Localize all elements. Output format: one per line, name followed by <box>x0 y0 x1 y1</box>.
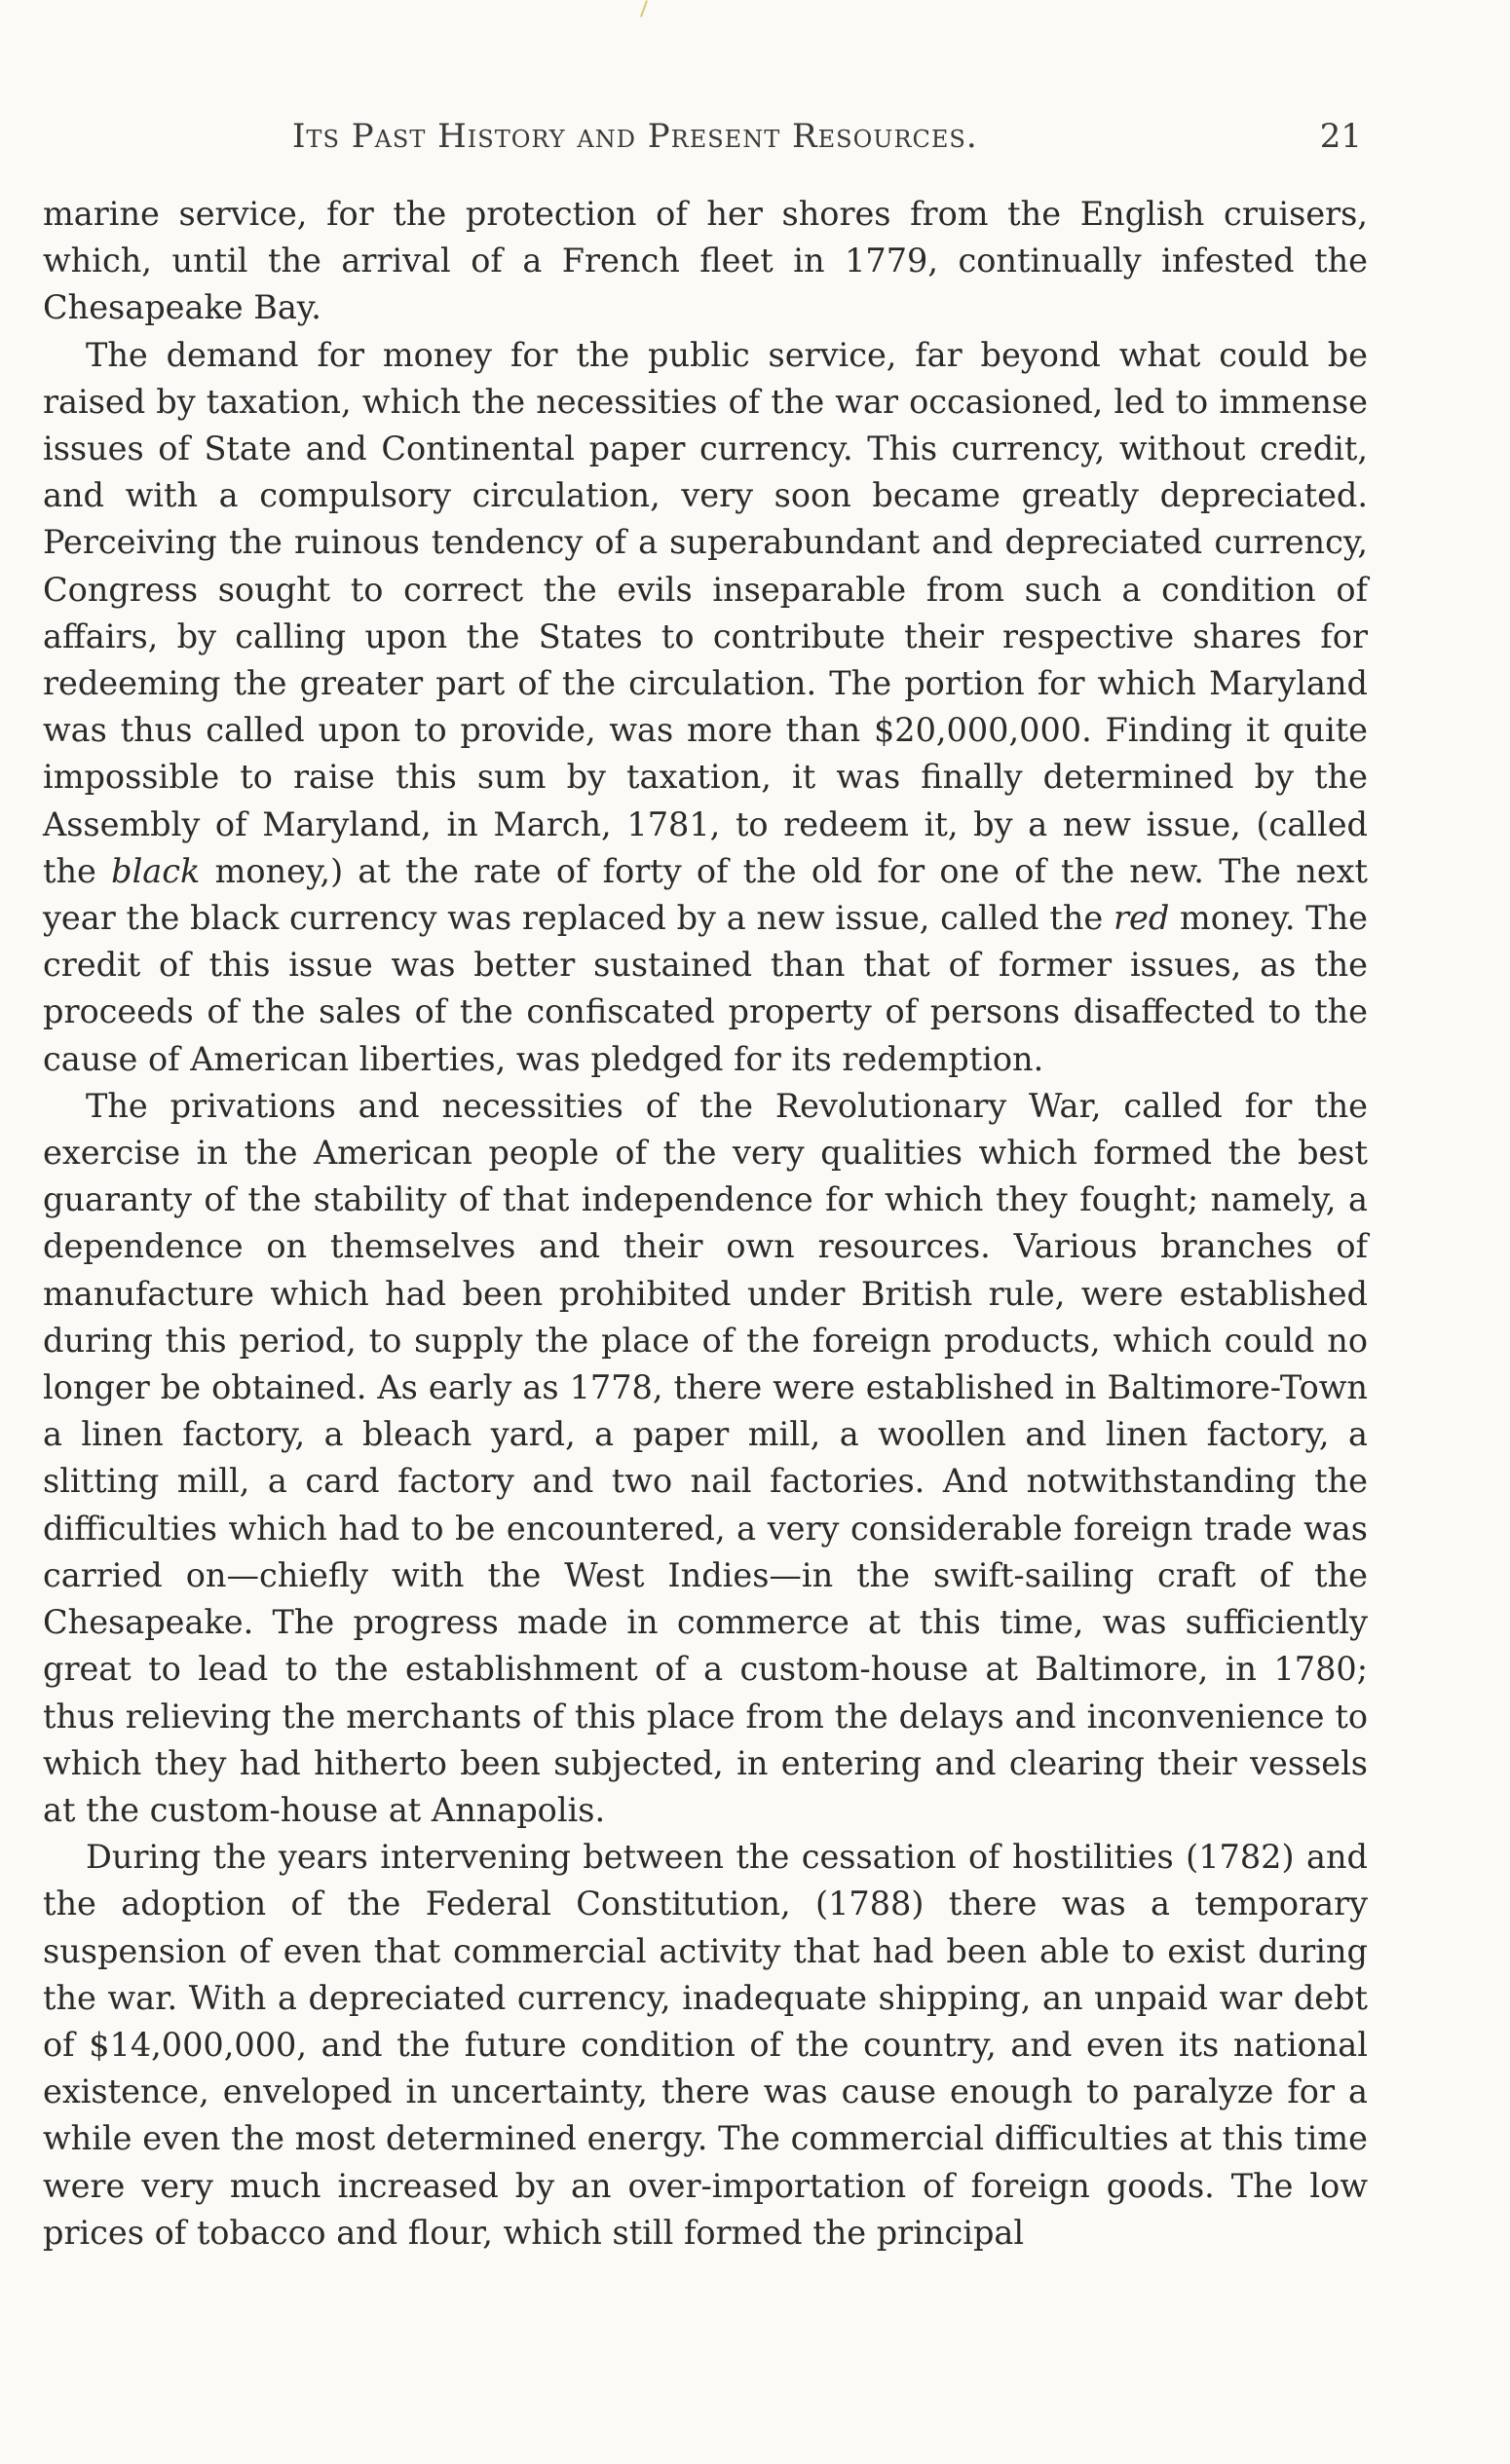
text-segment: During the years intervening between the cessation of hostilities (1782) and the adoption of the Federal Constitution, (1788) there was a temporary suspension of even that commercial activity that had been able to exist during the war. With a depreciated currency, inadequate shipping, an unpaid war debt of $14,000,000, and the future condition of the country, and even its national existence, enveloped in uncertainty, there was cause enough to paralyze for a while even the most determined energy. The commercial difficulties at this time were very much increased by an over-importation of foreign goods. The low prices of tobacco and flour, which still formed the principal <box>43 1838 1368 2252</box>
italic-word-red: red <box>1113 899 1170 938</box>
text-segment: money. The credit of this issue was better sustained than that of former issues, as the proceeds of the sales of the confiscated property of persons disaffected to the cause of American liberties, was pledged for its redemption. <box>43 899 1368 1078</box>
paragraph-4 <box>43 1834 1368 2257</box>
italic-word-black: black <box>111 851 201 890</box>
text-segment: marine service, for the protection of her shores from the English cruisers, which, until the arrival of a French fleet in 1779, continually infested the Chesapeake Bay. <box>43 195 1368 327</box>
paragraph-3 <box>43 1083 1368 1834</box>
paragraph-1 <box>43 191 1368 332</box>
paragraph-2 <box>43 332 1368 1083</box>
ink-mark <box>640 0 648 18</box>
page-number: 21 <box>1319 117 1362 156</box>
text-segment: money,) at the rate of forty of the old for one of the new. The next year the black currency was replaced by a new issue, called the <box>43 851 1368 938</box>
page-header <box>0 117 1510 166</box>
body-text <box>43 191 1368 2257</box>
text-segment: The demand for money for the public service, far beyond what could be raised by taxation, which the necessities of the war occasioned, led to immense issues of State and Continental paper currency. This currency, without credit, and with a compulsory circulation, very soon became greatly depreciated. Perceiving the ruinous tendency of a superabundant and depreciated currency, Congress sought to correct the evils inseparable from such a condition of affairs, by calling upon the States to contribute their respective shares for redeeming the greater part of the circulation. The portion for which Maryland was thus called upon to provide, was more than $20,000,000. Finding it quite impossible to raise this sum by taxation, it was finally determined by the Assembly of Maryland, in March, 1781, to redeem it, by a new issue, (called the <box>43 335 1368 890</box>
running-head: Its Past History and Present Resources. <box>292 117 978 156</box>
text-segment: The privations and necessities of the Revolutionary War, called for the exercise in the American people of the very qualities which formed the best guaranty of the stability of that independence for which they fought; namely, a dependence on themselves and their own resources. Various branches of manufacture which had been prohibited under British rule, were established during this period, to supply the place of the foreign products, which could no longer be obtained. As early as 1778, there were established in Baltimore-Town a linen factory, a bleach yard, a paper mill, a woollen and linen factory, a slitting mill, a card factory and two nail factories. And notwithstanding the difficulties which had to be encountered, a very considerable foreign trade was carried on—chiefly with the West Indies—in the swift-sailing craft of the Chesapeake. The progress made in commerce at this time, was sufficiently great to lead to the establishment of a custom-house at Baltimore, in 1780; thus relieving the merchants of this place from the delays and inconvenience to which they had hitherto been subjected, in entering and clearing their vessels at the custom-house at Annapolis. <box>43 1086 1368 1829</box>
